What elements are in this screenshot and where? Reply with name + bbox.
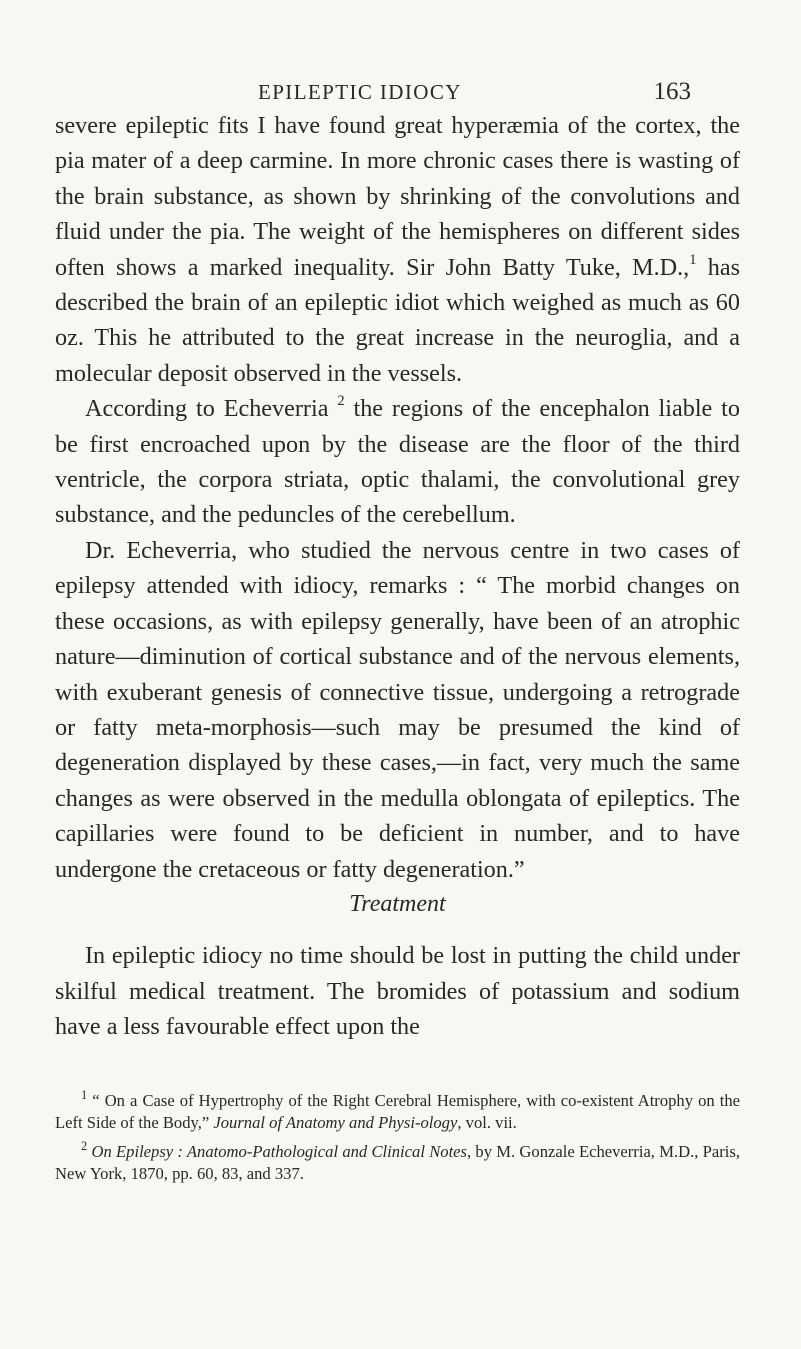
paragraph-1-text-b: has described the brain of an epileptic idiot which weighed as much as 60 oz. This he attributed to the great increase in the neuroglia, and a molecular deposit observed in the vessels. — [55, 253, 740, 387]
paragraph-2 — [55, 391, 740, 533]
footnote-ref-2: 2 — [337, 393, 345, 410]
page-number: 163 — [653, 78, 691, 105]
paragraph-3: Dr. Echeverria, who studied the nervous centre in two cases of epilepsy attended with idiocy, remarks : “ The morbid changes on these occasions, as with epilepsy generally, have been of an atrophic nature—diminution of cortical substance and of the nervous elements, with exuberant genesis of connective tissue, undergoing a retrograde or fatty meta-morphosis—such may be presumed the kind of degeneration displayed by these cases,—in fact, very much the same changes as were observed in the medulla oblongata of epileptics. The capillaries were found to be deficient in number, and to have undergone the cretaceous or fatty degeneration.” — [55, 536, 740, 883]
paragraph-1-text-a: severe epileptic fits I have found great hyperæmia of the cortex, the pia mater of a deep carmine. In more chronic cases there is wasting of the brain substance, as shown by shrinking of the convolutions and fluid under the pia. The weight of the hemispheres on different sides often shows a marked inequality. Sir John Batty Tuke, M.D., — [55, 112, 740, 281]
footnote-2-mark: 2 — [81, 1139, 88, 1154]
footnotes — [55, 1084, 740, 1186]
body-text — [55, 108, 740, 1045]
footnote-2-title: On Epilepsy : Anatomo-Pathological and Clinical Notes — [91, 1141, 467, 1161]
footnote-1-mark: 1 — [81, 1088, 88, 1102]
footnote-1 — [55, 1084, 740, 1135]
footnote-2-tail: , by M. Gonzale Echeverria, M.D., Paris, New York, 1870, pp. 60, 83, and 337. — [55, 1141, 740, 1184]
paragraph-4: In epileptic idiocy no time should be lost in putting the child under skilful medical treatment. The bromides of potassium and sodium have a less favourable effect upon the — [55, 942, 740, 1041]
paragraph-1 — [55, 108, 740, 391]
footnote-1-journal: Journal of Anatomy and Physi-ology — [213, 1113, 458, 1133]
footnote-2 — [55, 1135, 740, 1186]
paragraph-2-text-b: the regions of the encephalon liable to be first encroached upon by the disease are the floor of the third ventricle, the corpora striata, optic thalami, the convolutional grey substance, and the peduncles of the cerebellum. — [55, 395, 740, 529]
footnote-1-text: “ On a Case of Hypertrophy of the Right Cerebral Hemisphere, with co-existent Atrophy on the Left Side of the Body,” — [55, 1090, 740, 1133]
section-heading: Treatment — [349, 890, 446, 917]
paragraph-2-text-a: According to Echeverria — [85, 395, 338, 423]
footnote-1-tail: , vol. vii. — [457, 1113, 517, 1133]
running-head: EPILEPTIC IDIOCY — [258, 80, 462, 104]
footnote-ref-1: 1 — [689, 251, 697, 268]
